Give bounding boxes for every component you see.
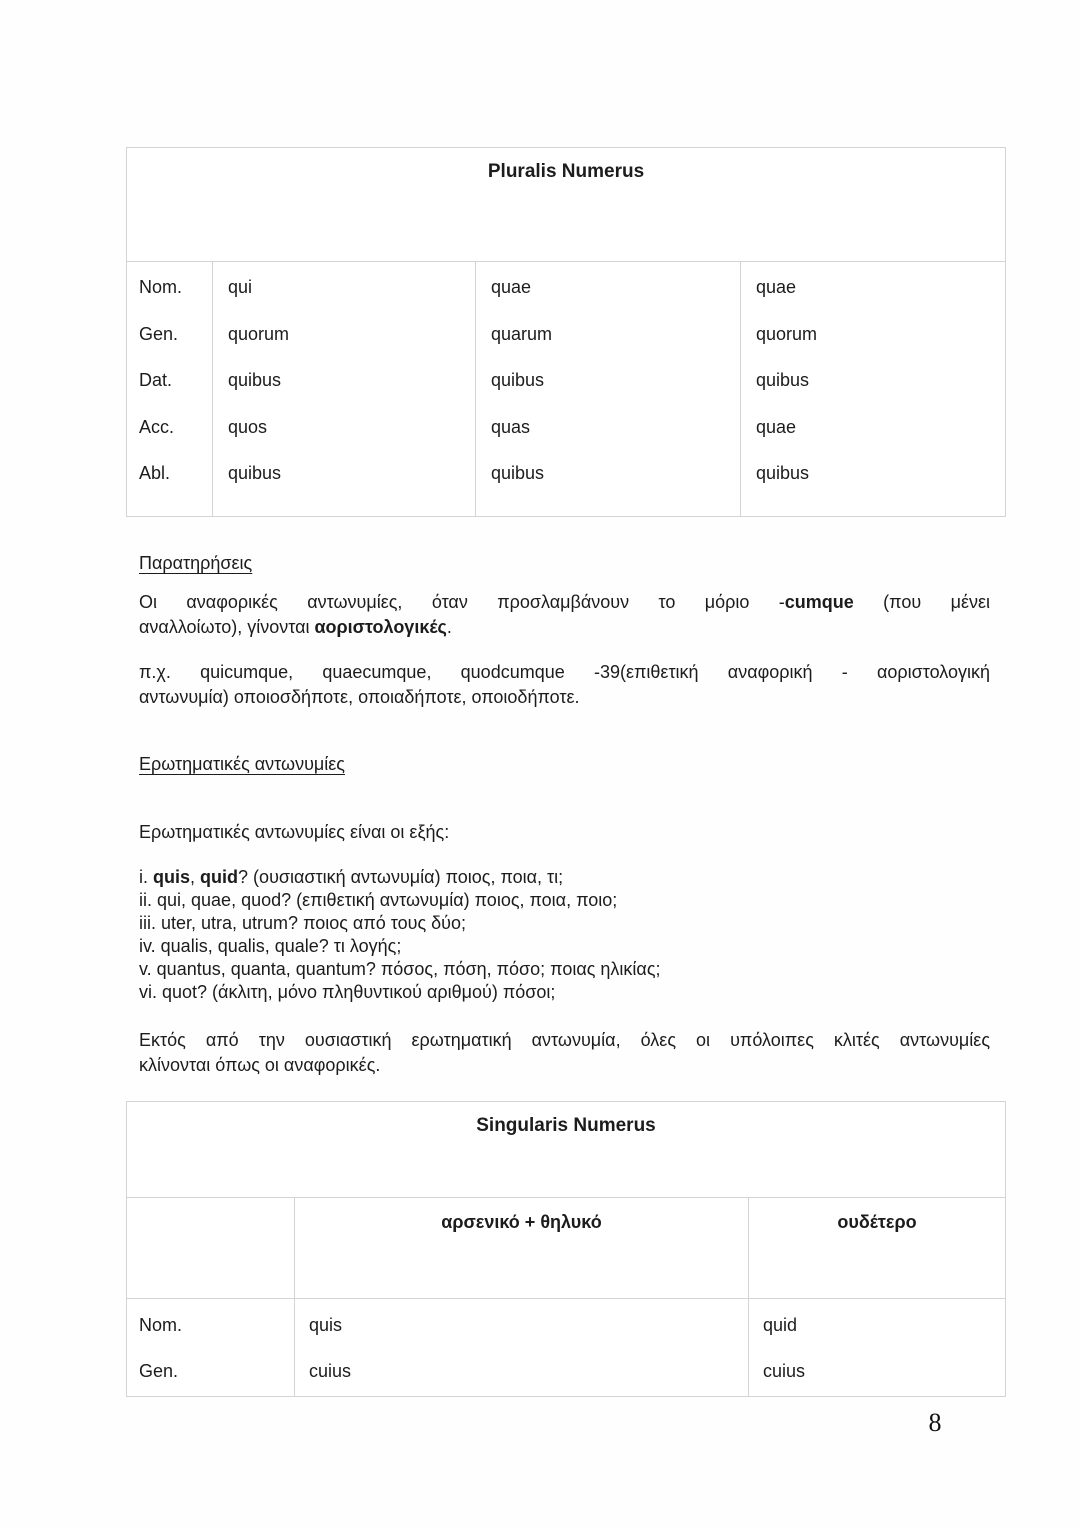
bold-text-segment: quis: [153, 867, 191, 887]
table-header-row: [127, 1102, 1006, 1198]
case-label: Dat.: [139, 370, 173, 390]
form: quibus: [756, 463, 810, 483]
interrogatives-heading: Ερωτηματικές αντωνυμίες: [139, 754, 345, 774]
text-segment: Εκτός από την ουσιαστική ερωτηματική αντωνυμία, όλες οι υπόλοιπες κλιτές αντωνυμίες: [139, 1030, 990, 1050]
text-segment: κλίνονται όπως οι αναφορικές.: [139, 1055, 381, 1075]
text-line: [139, 590, 990, 615]
table-body-row: [127, 262, 1006, 517]
text-segment: αναλλοίωτο), γίνονται: [139, 617, 315, 637]
case-label: Acc.: [139, 416, 175, 437]
text-line: [139, 615, 990, 640]
text-segment: π.χ. quicumque, quaecumque, quodcumque -39(επιθετική αναφορική - αοριστολογική: [139, 662, 990, 682]
text-line: [139, 866, 990, 889]
form: quorum: [756, 323, 818, 344]
case-label: Abl.: [139, 463, 171, 483]
case-column: [127, 1299, 295, 1397]
form: quid: [763, 1315, 798, 1335]
form: quos: [228, 416, 268, 437]
case-label: Gen.: [139, 1361, 179, 1381]
text-segment: iv. qualis, qualis, quale? τι λογής;: [139, 936, 402, 956]
singularis-table: [126, 1101, 1006, 1397]
table-header-row: [127, 148, 1006, 262]
text-segment: iii. uter, utra, utrum? ποιος από τους δύο;: [139, 913, 467, 933]
text-segment: i.: [139, 867, 154, 887]
observations-paragraph-2: [139, 660, 990, 710]
text-segment: Οι αναφορικές αντωνυμίες, όταν προσλαμβάνουν το μόριο -: [139, 592, 785, 612]
pluralis-table: [126, 147, 1006, 517]
text-line: [139, 1028, 990, 1053]
bold-text-segment: cumque: [784, 592, 854, 612]
observations-heading: Παρατηρήσεις: [139, 553, 253, 573]
form: quibus: [756, 370, 810, 390]
text-segment: ? (ουσιαστική αντωνυμία) ποιος, ποια, τι;: [238, 867, 564, 887]
text-line: [139, 958, 990, 981]
text-segment: (που μένει: [853, 592, 991, 612]
text-line: [139, 889, 990, 912]
neuter-column: [741, 262, 1006, 517]
form: cuius: [763, 1361, 806, 1381]
text-line: [139, 1053, 990, 1078]
form: quae: [756, 277, 797, 297]
text-line: [139, 912, 990, 935]
form: quis: [309, 1315, 343, 1335]
interrogatives-list: [139, 866, 990, 1004]
singularis-title: Singularis Numerus: [127, 1102, 1006, 1198]
neuter-column: [749, 1299, 1006, 1397]
gender-header-row: [127, 1198, 1006, 1299]
form: quibus: [491, 463, 545, 483]
interrogatives-intro: Ερωτηματικές αντωνυμίες είναι οι εξής:: [139, 822, 450, 842]
interrogatives-closing: [139, 1028, 990, 1078]
form: quae: [491, 277, 532, 297]
case-label: Gen.: [139, 323, 179, 344]
form: quibus: [491, 370, 545, 390]
text-segment: .: [446, 617, 452, 637]
bold-text-segment: αοριστολογικές: [314, 617, 447, 637]
bold-text-segment: quid: [200, 867, 239, 887]
text-segment: v. quantus, quanta, quantum? πόσος, πόση, πόσο; ποιας ηλικίας;: [139, 959, 661, 979]
empty-cell: [127, 1198, 295, 1299]
observations-paragraph-1: [139, 590, 990, 640]
masc-fem-column: [295, 1299, 749, 1397]
form: quas: [491, 416, 531, 437]
feminine-column: [476, 262, 741, 517]
form: quorum: [228, 323, 290, 344]
neuter-header: ουδέτερο: [749, 1198, 1006, 1299]
text-segment: ii. qui, quae, quod? (επιθετική αντωνυμία) ποιος, ποια, ποιο;: [139, 890, 618, 910]
text-line: [139, 685, 990, 710]
form: quae: [756, 416, 797, 437]
pluralis-title: Pluralis Numerus: [127, 148, 1006, 262]
case-label: Nom.: [139, 277, 183, 297]
text-line: [139, 935, 990, 958]
form: cuius: [309, 1361, 352, 1381]
text-segment: vi. quot? (άκλιτη, μόνο πληθυντικού αριθμού) πόσοι;: [139, 982, 556, 1002]
table-body-row: [127, 1299, 1006, 1397]
case-label: Nom.: [139, 1315, 183, 1335]
text-segment: αντωνυμία) οποιοσδήποτε, οποιαδήποτε, οποιοδήποτε.: [139, 687, 580, 707]
form: quibus: [228, 370, 282, 390]
form: quibus: [228, 463, 282, 483]
text-line: [139, 660, 990, 685]
page-number: 8: [928, 1408, 942, 1437]
form: quarum: [491, 323, 553, 344]
masculine-column: [213, 262, 476, 517]
form: qui: [228, 277, 253, 297]
text-segment: ,: [190, 867, 201, 887]
masc-fem-header: αρσενικό + θηλυκό: [295, 1198, 749, 1299]
case-column: [127, 262, 213, 517]
text-line: [139, 981, 990, 1004]
